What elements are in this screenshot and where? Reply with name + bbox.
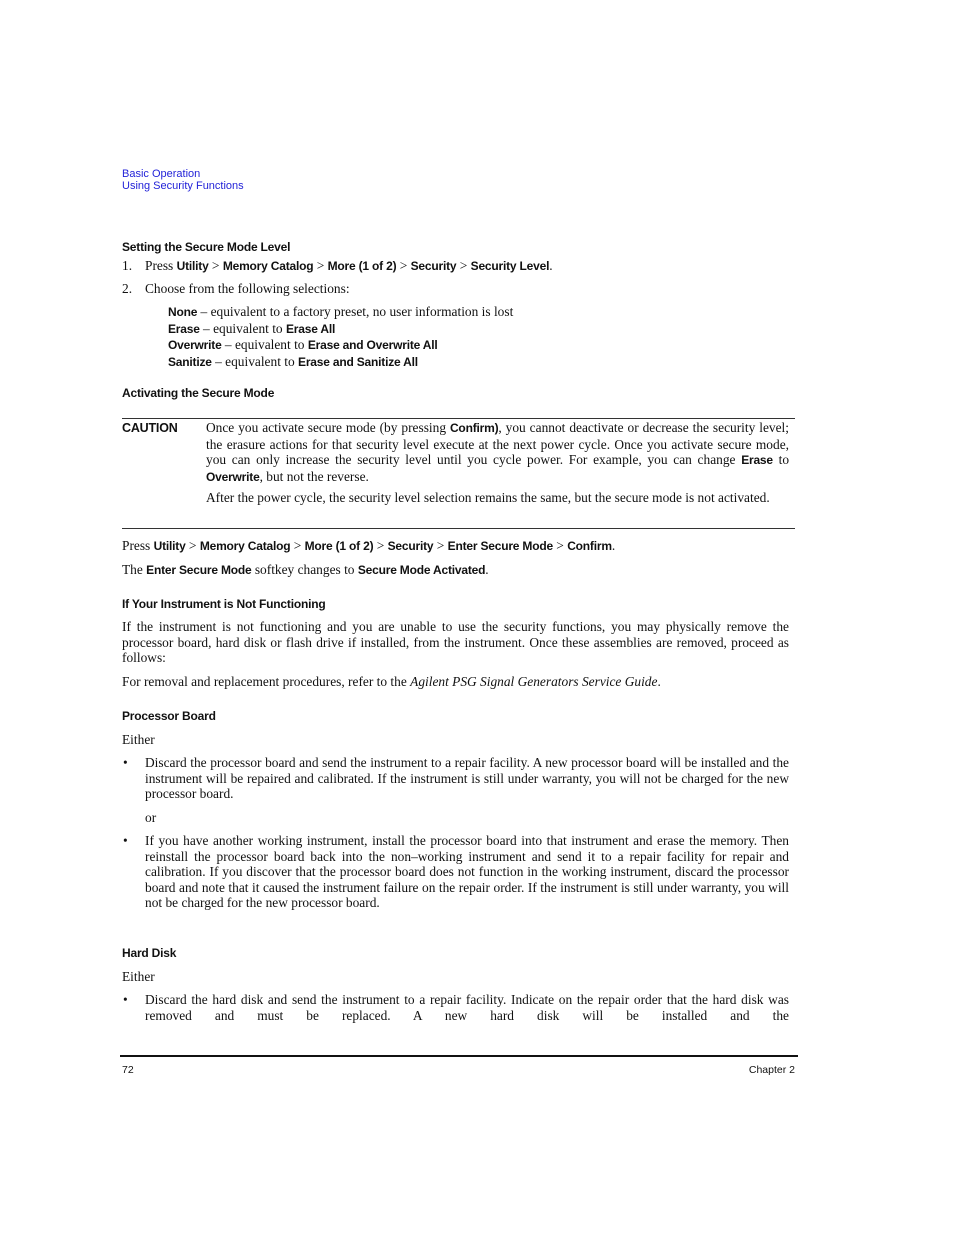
text-run: >	[433, 538, 448, 553]
key-label: More (1 of 2)	[327, 259, 397, 273]
text-run: After the power cycle, the security level selection remains the same, but the secure mode is not activated.	[206, 490, 770, 505]
key-label: Enter Secure Mode	[146, 563, 252, 577]
key-label: Memory Catalog	[222, 259, 314, 273]
text-run: – equivalent to	[199, 320, 286, 336]
chapter-label: Chapter 2	[748, 1064, 795, 1076]
key-label: Security Level	[470, 259, 550, 273]
text-run: >	[185, 538, 200, 553]
bullet-icon: •	[123, 755, 128, 770]
key-label: Sanitize	[168, 354, 212, 369]
text-run: For removal and replacement procedures, refer to the	[122, 674, 411, 689]
text-run: .	[549, 258, 553, 273]
text-run: If you have another working instrument, install the processor board into that instrument and erase the memory. Then reinstall the processor board back into the non–working instrument and send it to a repair facility for repair and calibration. If you discover that the processor board does not function in the working instrument, discard the processor board and note that it caused the instrument failure on the repair order. If the instrument is still under warranty, you will not be charged for the new processor board.	[145, 833, 789, 911]
option-erase	[168, 321, 788, 338]
key-label: Overwrite	[168, 338, 222, 353]
caution-text	[206, 420, 789, 485]
section-heading: Setting the Secure Mode Level	[122, 240, 291, 254]
text-run: Either	[122, 732, 155, 747]
text-run: Press	[145, 258, 177, 273]
options-list	[168, 304, 788, 370]
doc-title: Agilent PSG Signal Generators Service Guide	[410, 674, 658, 689]
key-label: Security	[410, 259, 457, 273]
text-run: , but not the reverse.	[259, 468, 369, 484]
key-label: None	[168, 305, 198, 319]
divider	[122, 528, 795, 529]
key-label: Enter Secure Mode	[447, 539, 553, 553]
footer-rule	[120, 1055, 798, 1057]
section-heading: Activating the Secure Mode	[122, 386, 275, 400]
key-label: Erase	[168, 321, 200, 336]
result-text	[122, 562, 792, 579]
key-label: More (1 of 2)	[304, 539, 374, 553]
text-run: Discard the processor board and send the instrument to a repair facility. A new processor board will be installed and the instrument will be repaired and calibrated. If the instrument is still under warranty, you will not be charged for the new processor board.	[145, 755, 789, 802]
paragraph	[122, 619, 789, 666]
section-heading: If Your Instrument is Not Functioning	[122, 597, 326, 611]
either-text	[122, 969, 155, 985]
text-run: .	[611, 538, 616, 553]
key-label: Security	[387, 539, 434, 553]
page-number: 72	[122, 1064, 134, 1076]
breadcrumb-section[interactable]: Using Security Functions	[122, 180, 244, 192]
key-label: Confirm)	[449, 421, 499, 435]
or-text	[145, 810, 156, 826]
text-run: Choose from the following selections:	[145, 281, 350, 296]
caution-label: CAUTION	[122, 421, 178, 435]
text-run: Once you activate secure mode (by pressing	[206, 420, 450, 435]
paragraph	[122, 674, 794, 690]
text-run: – equivalent to	[221, 337, 308, 353]
either-text	[122, 732, 155, 748]
key-label: Utility	[176, 259, 209, 273]
section-heading: Hard Disk	[122, 946, 177, 960]
text-run: Discard the hard disk and send the instrument to a repair facility. Indicate on the repair order that the hard disk was removed and must be replaced. A new hard disk will be installed and the	[145, 992, 789, 1023]
bullet-icon: •	[123, 833, 128, 848]
text-run: >	[208, 258, 223, 273]
caution-text	[206, 490, 789, 506]
text-run: The	[122, 562, 147, 577]
bullet-icon: •	[123, 992, 128, 1007]
key-label: Confirm	[567, 539, 612, 553]
bullet-item	[145, 992, 789, 1023]
text-run: Press	[122, 538, 154, 553]
text-run: Either	[122, 969, 155, 984]
text-run: If the instrument is not functioning and you are unable to use the security functions, you may physically remove the processor board, hard disk or flash drive if installed, from the instrument. Once these assemblies are removed, proceed as follows:	[122, 619, 789, 666]
bullet-item	[145, 833, 789, 911]
text-run: to	[772, 452, 790, 468]
breadcrumb-chapter[interactable]: Basic Operation	[122, 168, 201, 180]
step-1	[145, 258, 795, 275]
text-run: >	[313, 258, 328, 273]
key-label: Utility	[153, 539, 186, 553]
text-run: .	[485, 562, 489, 577]
text-run: >	[290, 538, 305, 553]
key-label: Overwrite	[206, 469, 260, 484]
text-run: softkey changes to	[251, 562, 358, 577]
text-run: >	[456, 258, 471, 273]
key-label: Erase	[741, 453, 773, 468]
step-2	[145, 281, 795, 297]
step-number: 1.	[122, 258, 133, 273]
text-run: or	[145, 810, 157, 825]
key-label: Erase and Sanitize All	[298, 354, 418, 369]
text-run: >	[396, 258, 411, 273]
press-sequence	[122, 538, 792, 555]
text-run: , you cannot deactivate or decrease the security level; the erasure actions for that security level execute at the next power cycle. Once you activate secure mode, you can only increase the security level until you cycle power. For example, you can change	[206, 420, 789, 468]
bullet-item	[145, 755, 789, 802]
key-label: Erase and Overwrite All	[307, 338, 438, 353]
key-label: Memory Catalog	[199, 539, 291, 553]
step-number: 2.	[122, 281, 133, 296]
option-none	[168, 304, 788, 321]
text-run: .	[657, 674, 661, 689]
section-heading: Processor Board	[122, 709, 216, 723]
text-run: >	[373, 538, 388, 553]
option-overwrite	[168, 337, 788, 354]
divider	[122, 418, 795, 419]
option-sanitize	[168, 354, 788, 371]
text-run: >	[552, 538, 568, 553]
key-label: Erase All	[285, 321, 336, 336]
text-run: – equivalent to	[211, 353, 299, 369]
text-run: – equivalent to a factory preset, no user information is lost	[197, 304, 514, 319]
key-label: Secure Mode Activated	[357, 563, 486, 577]
